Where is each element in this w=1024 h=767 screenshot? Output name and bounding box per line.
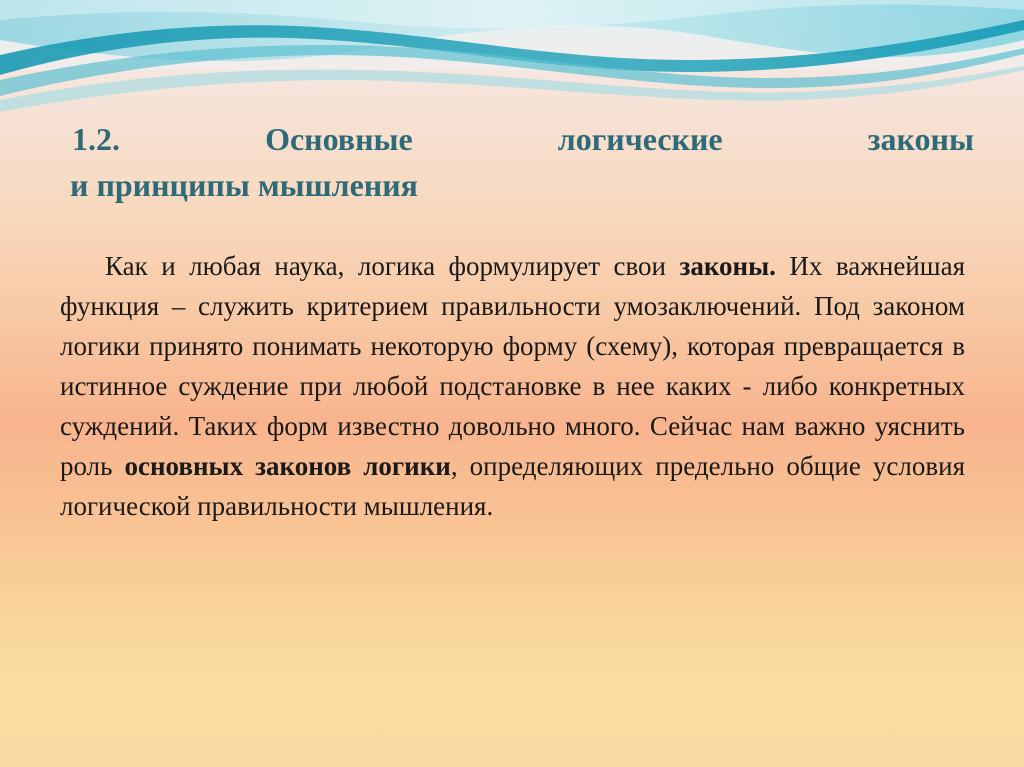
title-number: 1.2. [72, 121, 120, 157]
paragraph-bold-main-laws: основных законов логики [124, 451, 451, 481]
paragraph-text-2: Их важнейшая функция – служить критерием правильности умозаключений. Под законом логики принято понимать некоторую форму (схему), которая превращается в истинное суждение при любой подстановке в нее каких - либо конкретных суждений. Таких форм известно довольно много. Сейчас нам важно уяснить роль [60, 251, 965, 481]
paragraph-text-1: Как и любая наука, логика формулирует свои [105, 251, 680, 281]
paragraph-bold-laws: законы. [679, 251, 776, 281]
title-word-1: Основные [265, 121, 413, 157]
title-line-2: и принципы мышления [70, 167, 418, 203]
title-line-1 [72, 116, 974, 162]
title-word-2: логические [557, 121, 723, 157]
title-word-3: законы [867, 121, 974, 157]
paragraph-text-3: , определяющих предельно общие условия логической правильности мышления. [60, 451, 965, 521]
slide-title [72, 116, 974, 208]
body-paragraph [60, 246, 965, 526]
